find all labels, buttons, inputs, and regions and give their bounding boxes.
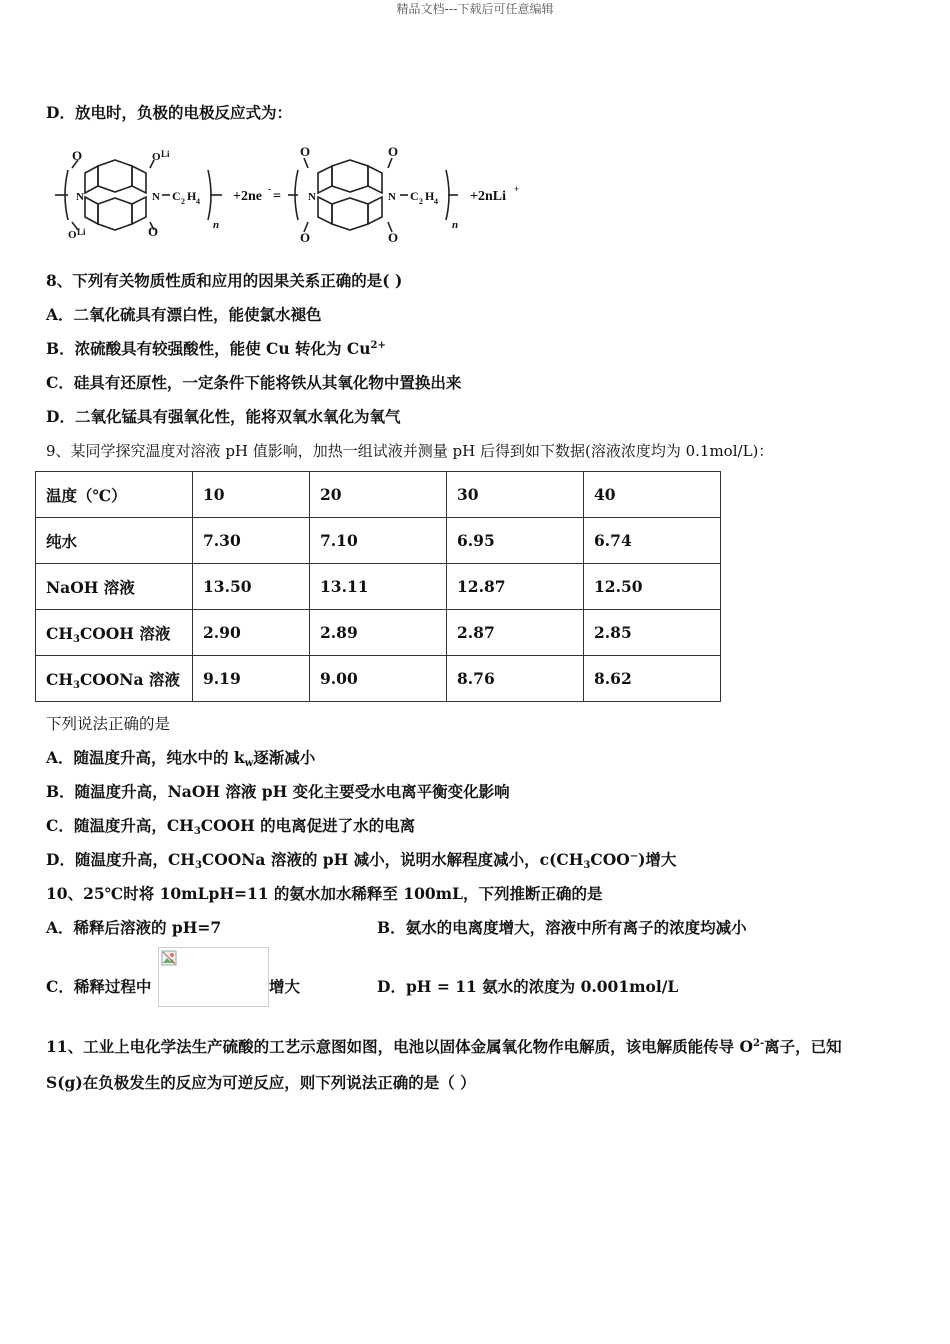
table-header-cell: 温度（℃） <box>36 472 193 518</box>
eq-plus-2ne: +2ne <box>233 189 262 204</box>
eq-plus-2nli: +2nLi <box>470 189 506 204</box>
q8-option-b-text: B．浓硫酸具有较强酸性，能使 Cu 转化为 Cu <box>46 339 371 358</box>
table-cell: 8.76 <box>447 656 584 702</box>
eq-c-1: C <box>172 189 181 203</box>
table-cell-ch3coona <box>36 656 193 702</box>
eq-oli-o-2: O <box>68 229 77 241</box>
table-cell: 2.85 <box>584 610 721 656</box>
q9-option-d-s1: 3 <box>194 860 202 871</box>
q9-stem: 9、某同学探究温度对溶液 pH 值影响，加热一组试液并测量 pH 后得到如下数据(溶液浓度均为 0.1mol/L)： <box>46 442 774 460</box>
q8-option-c: C．硅具有还原性，一定条件下能将铁从其氧化物中置换出来 <box>46 373 462 392</box>
q10-option-d: D．pH = 11 氨水的浓度为 0.001mol/L <box>377 977 679 996</box>
q9-option-a <box>46 748 315 768</box>
eq-oli-o-1: O <box>152 151 161 163</box>
table-cell: 纯水 <box>36 518 193 564</box>
eq-oli-li-2: Li <box>77 227 86 237</box>
table-cell: 9.19 <box>193 656 310 702</box>
table-cell: 8.62 <box>584 656 721 702</box>
formula-sub: 3 <box>72 633 80 645</box>
q9-option-d-p2: COONa 溶液的 pH 减小，说明水解程度减小，c(CH <box>201 850 584 869</box>
eq-plus-2ne-sup: - <box>268 184 271 194</box>
eq-h-1: H <box>187 189 197 203</box>
table-cell: 2.87 <box>447 610 584 656</box>
eq-n-subscript-1: n <box>213 219 220 231</box>
q9-option-d-sup: − <box>629 851 639 862</box>
table-cell: 13.50 <box>193 564 310 610</box>
q9-option-a-text: A．随温度升高，纯水中的 k <box>46 748 245 767</box>
table-row <box>36 610 721 656</box>
q8-option-b-sup: 2+ <box>370 340 386 351</box>
table-cell: 7.10 <box>310 518 447 564</box>
page-header: 精品文档---下载后可任意编辑 <box>396 2 554 16</box>
electrode-equation-figure <box>50 140 530 245</box>
table-row <box>36 564 721 610</box>
table-cell: 2.90 <box>193 610 310 656</box>
q10-option-c-pre: C．稀释过程中 <box>46 977 152 996</box>
q11-line-2: S(g)在负极发生的反应为可逆反应，则下列说法正确的是（ ） <box>46 1073 476 1092</box>
q9-option-d <box>46 850 676 870</box>
q10-stem: 10、25℃时将 10mLpH=11 的氨水加水稀释至 100mL，下列推断正确的是 <box>46 884 603 903</box>
q11-line-1 <box>46 1037 842 1057</box>
q9-option-d-p4: )增大 <box>638 850 677 869</box>
table-cell-ch3cooh <box>36 610 193 656</box>
table-header-cell: 20 <box>310 472 447 518</box>
q10-option-b: B．氨水的电离度增大，溶液中所有离子的浓度均减小 <box>377 918 747 937</box>
eq-c-sub-2: 2 <box>419 197 423 206</box>
q8-stem: 8、下列有关物质性质和应用的因果关系正确的是( ) <box>46 271 403 290</box>
eq-n-1: N <box>76 191 84 203</box>
table-cell: 12.50 <box>584 564 721 610</box>
eq-oli-li-1: Li <box>161 149 170 159</box>
q9-option-c-post: COOH 的电离促进了水的电离 <box>200 816 416 835</box>
eq-o-3: O <box>300 144 311 159</box>
eq-h-2: H <box>425 189 435 203</box>
eq-n-4: N <box>388 191 396 203</box>
eq-o-4: O <box>300 230 311 245</box>
eq-c-2: C <box>410 189 419 203</box>
table-header-cell: 40 <box>584 472 721 518</box>
q11-line-1-text: 11、工业上电化学法生产硫酸的工艺示意图如图，电池以固体金属氧化物作电解质，该电解质能传导 O <box>46 1037 753 1056</box>
eq-o-2: O <box>148 224 159 239</box>
q9-option-b: B．随温度升高，NaOH 溶液 pH 变化主要受水电离平衡变化影响 <box>46 782 510 801</box>
q9-option-a-sub: w <box>244 758 254 769</box>
eq-plus-2nli-sup: + <box>514 184 520 194</box>
table-row <box>36 656 721 702</box>
formula-part: COONa 溶液 <box>79 669 180 689</box>
table-header-row <box>36 472 721 518</box>
formula-sub: 3 <box>72 679 80 691</box>
eq-c-sub-1: 2 <box>181 197 185 206</box>
broken-image-placeholder <box>158 947 269 1007</box>
eq-h-sub-2: 4 <box>434 197 438 206</box>
q8-option-b <box>46 339 386 359</box>
q10-option-a: A．稀释后溶液的 pH=7 <box>46 918 222 937</box>
table-cell: 6.95 <box>447 518 584 564</box>
q9-option-a-post: 逐渐减小 <box>253 748 316 767</box>
table-cell: 9.00 <box>310 656 447 702</box>
table-header-cell: 30 <box>447 472 584 518</box>
q9-option-c-text: C．随温度升高，CH <box>46 816 194 835</box>
formula-part: CH <box>46 669 73 689</box>
q11-line-1-post: 离子，已知 <box>764 1037 842 1056</box>
table-row <box>36 518 721 564</box>
eq-n-2: N <box>152 191 160 203</box>
q9-option-c-sub: 3 <box>193 826 201 837</box>
ph-data-table <box>35 471 721 702</box>
table-cell: 2.89 <box>310 610 447 656</box>
eq-o-5: O <box>388 144 399 159</box>
q9-option-c <box>46 816 415 836</box>
q10-option-c-post: 增大 <box>269 977 301 996</box>
formula-part: CH <box>46 623 73 643</box>
q9-option-d-p1: D．随温度升高，CH <box>46 850 195 869</box>
eq-o-1: O <box>72 148 83 163</box>
formula-part: COOH 溶液 <box>79 623 171 643</box>
eq-n-subscript-2: n <box>452 219 459 231</box>
table-cell: 6.74 <box>584 518 721 564</box>
eq-equals: = <box>273 189 281 204</box>
eq-o-6: O <box>388 230 399 245</box>
q7-option-d: D．放电时，负极的电极反应式为： <box>46 103 292 122</box>
q8-option-d: D．二氧化锰具有强氧化性，能将双氧水氧化为氧气 <box>46 407 401 426</box>
q9-follow: 下列说法正确的是 <box>46 715 171 733</box>
q9-option-d-s2: 3 <box>583 860 591 871</box>
q8-option-a: A．二氧化硫具有漂白性，能使氯水褪色 <box>46 305 322 324</box>
eq-h-sub-1: 4 <box>196 197 200 206</box>
table-cell: NaOH 溶液 <box>36 564 193 610</box>
table-cell: 12.87 <box>447 564 584 610</box>
q9-option-d-p3: COO <box>590 850 630 869</box>
table-header-cell: 10 <box>193 472 310 518</box>
q11-line-1-sup: 2- <box>752 1038 765 1049</box>
broken-image-icon <box>161 950 177 966</box>
table-cell: 7.30 <box>193 518 310 564</box>
eq-n-3: N <box>308 191 316 203</box>
table-cell: 13.11 <box>310 564 447 610</box>
